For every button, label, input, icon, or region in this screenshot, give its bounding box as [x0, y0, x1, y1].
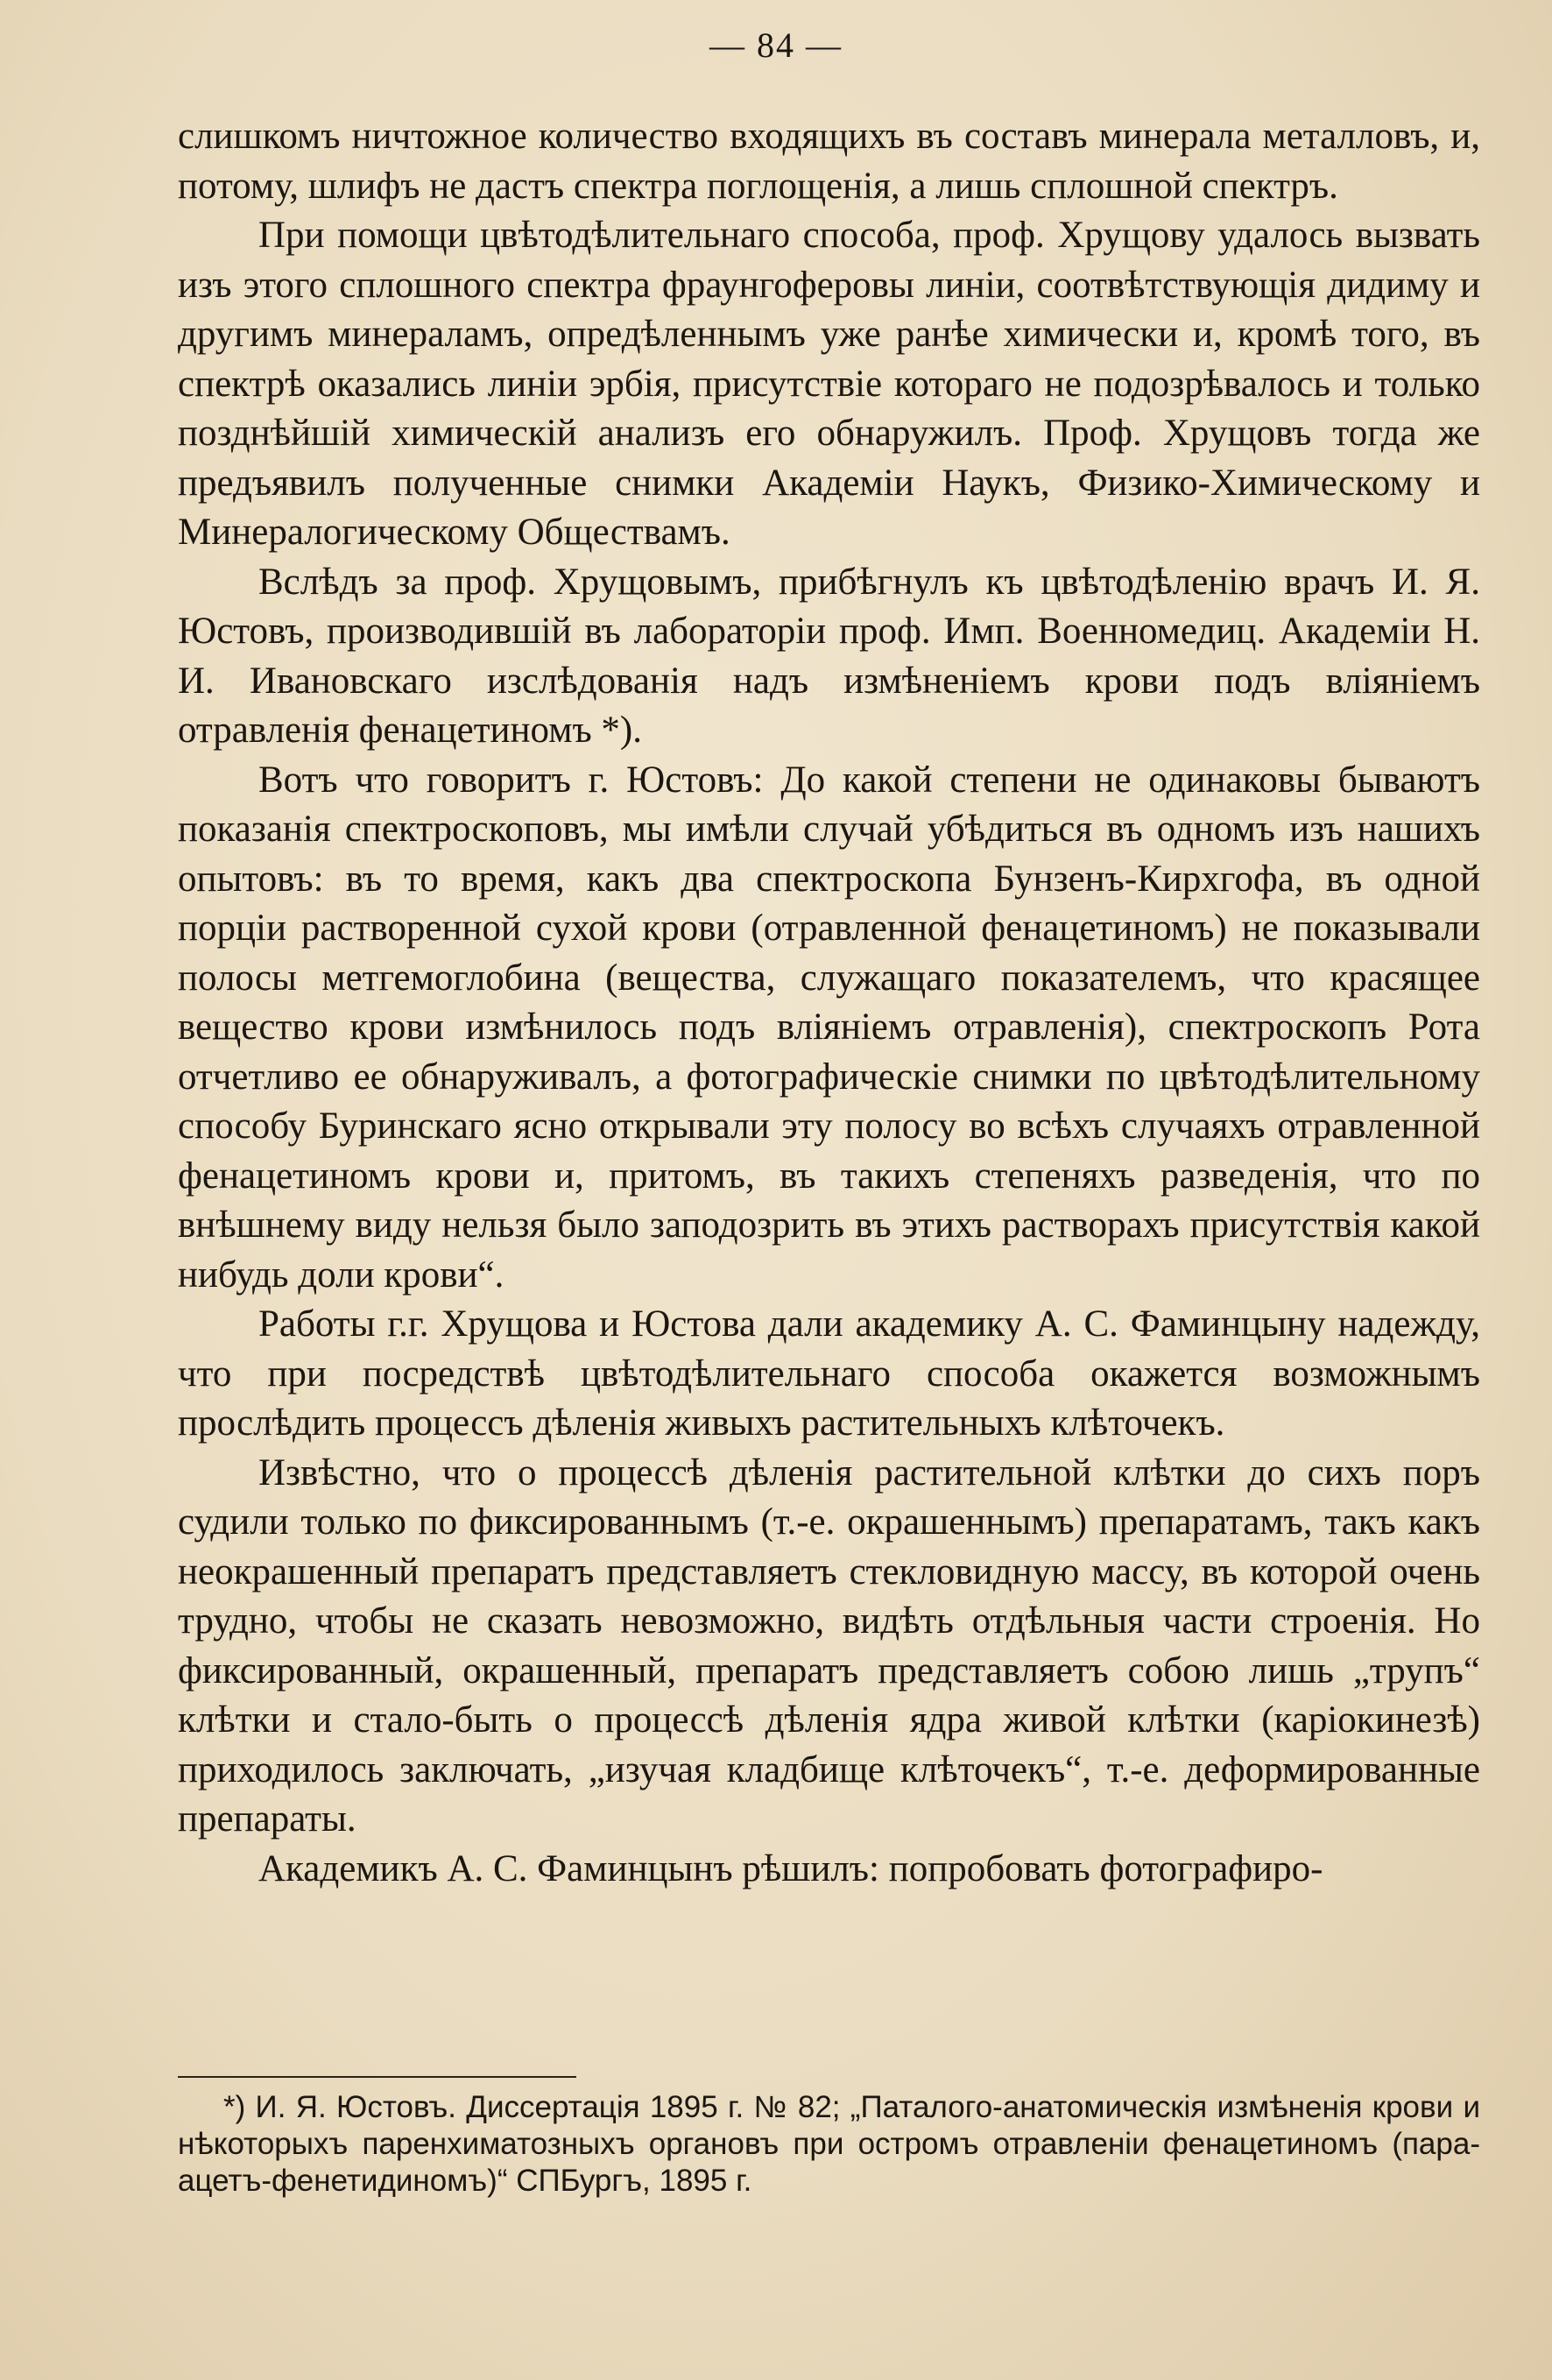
page-number: — 84 —	[709, 25, 843, 65]
footnote-text: *) И. Я. Юстовъ. Диссертація 1895 г. № 82; „Паталого-анатомическія измѣненія крови и нѣкоторыхъ паренхиматозныхъ органовъ при остромъ отравленіи фенацетиномъ (пара-ацетъ-фенетидиномъ)“ СПБургъ, 1895 г.	[178, 2090, 1480, 2198]
paragraph-khrushchov-method: При помощи цвѣтодѣлительнаго способа, проф. Хрущову удалось вызвать изъ этого сплошного спектра фраунгоферовы линіи, соотвѣтствующія дидиму и другимъ минераламъ, опредѣленнымъ уже ранѣе химически и, кромѣ того, въ спектрѣ оказались линіи эрбія, присутствіе котораго не подозрѣвалось и только позднѣйшій химическій анализъ его обнаружилъ. Проф. Хрущовъ тогда же предъявилъ полученные снимки Академіи Наукъ, Физико-Химическому и Минералогическому Обществамъ.	[178, 215, 1480, 553]
footnote	[178, 2089, 1480, 2200]
paragraph-famintsyn-hope: Работы г.г. Хрущова и Юстова дали академику А. С. Фаминцыну надежду, что при посредствѣ цвѣтодѣлительнаго способа окажется возможнымъ прослѣдить процессъ дѣленія живыхъ растительныхъ клѣточекъ.	[178, 1303, 1480, 1444]
paragraph-famintsyn-decision: Академикъ А. С. Фаминцынъ рѣшилъ: попробовать фотографиро-	[258, 1847, 1323, 1889]
paragraph-yustov-research: Вслѣдъ за проф. Хрущовымъ, прибѣгнулъ къ цвѣтодѣленію врачъ И. Я. Юстовъ, производившій въ лабораторіи проф. Имп. Военномедиц. Академіи Н. И. Ивановскаго изслѣдованія надъ измѣненіемъ крови подъ вліяніемъ отравленія фенацетиномъ *).	[178, 561, 1480, 751]
main-text	[178, 112, 1480, 1894]
paragraph-yustov-quote: Вотъ что говоритъ г. Юстовъ: До какой степени не одинаковы бываютъ показанія спектроскоповъ, мы имѣли случай убѣдиться въ одномъ изъ нашихъ опытовъ: въ то время, какъ два спектроскопа Бунзенъ-Кирхгофа, въ одной порціи растворенной сухой крови (отравленной фенацетиномъ) не показывали полосы метгемоглобина (вещества, служащаго показателемъ, что красящее вещество крови измѣнилось подъ вліяніемъ отравленія), спектроскопъ Рота отчетливо ее обнаруживалъ, а фотографическіе снимки по цвѣтодѣлительному способу Буринскаго ясно открывали эту полосу во всѣхъ случаяхъ отравленной фенацетиномъ крови и, притомъ, въ такихъ степеняхъ разведенія, что по внѣшнему виду нельзя было заподозрить въ этихъ растворахъ присутствія какой нибудь доли крови“.	[178, 759, 1480, 1296]
paragraph-cell-division: Извѣстно, что о процессѣ дѣленія растительной клѣтки до сихъ поръ судили только по фиксированнымъ (т.-е. окрашеннымъ) препаратамъ, такъ какъ неокрашенный препаратъ представляетъ стекловидную массу, въ которой очень трудно, чтобы не сказать невозможно, видѣть отдѣльныя части строенія. Но фиксированный, окрашенный, препаратъ представляетъ собою лишь „трупъ“ клѣтки и стало-быть о процессѣ дѣленія ядра живой клѣтки (каріокинезѣ) приходилось заключать, „изучая кладбище клѣточекъ“, т.-е. деформированные препараты.	[178, 1451, 1480, 1840]
footnote-divider	[178, 2076, 576, 2078]
paragraph-continuation: слишкомъ ничтожное количество входящихъ въ составъ минерала металловъ, и, потому, шлифъ не дастъ спектра поглощенія, а лишь сплошной спектръ.	[178, 116, 1480, 207]
